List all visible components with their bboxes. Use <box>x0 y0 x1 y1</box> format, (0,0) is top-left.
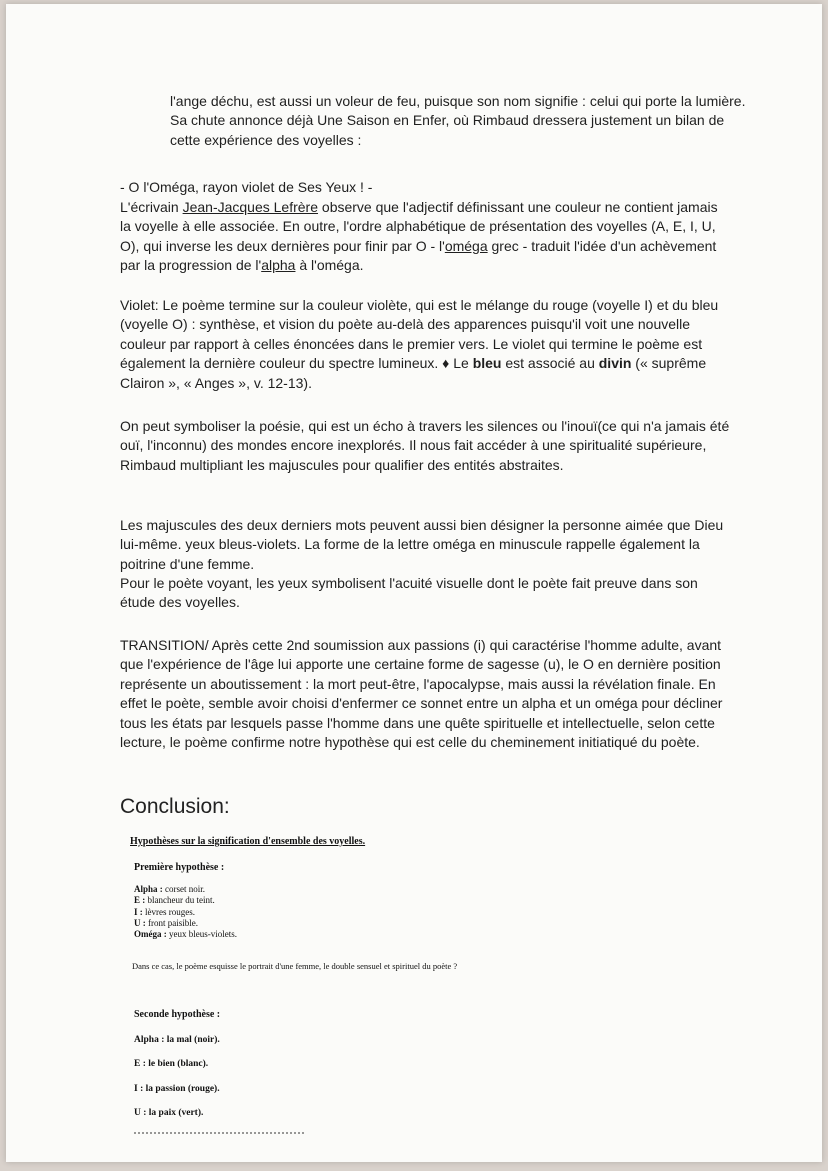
alpha-link: alpha <box>261 257 296 274</box>
item-key: E : <box>134 895 146 906</box>
author-link: Jean-Jacques Lefrère <box>182 199 319 215</box>
list-item <box>134 907 237 918</box>
item-value: blancheur du teint. <box>145 895 215 906</box>
divin-word: divin <box>598 355 632 372</box>
lefrere-text-a: L'écrivain <box>120 199 183 215</box>
violet-text-a: Violet: Le poème termine sur la couleur violète, qui est le mélange du rouge (voyelle I) et du bleu (voyelle O) : synthèse, et vision du poète au-delà des apparences puisqu'il voit une nouvelle couleur par rapport à celles énoncées dans le premier vers. Le violet qui termine le poème est également la dernière couleur du spectre lumineux. ♦ Le <box>120 297 719 372</box>
cut-off-line <box>134 1132 304 1138</box>
intro-paragraph: l'ange déchu, est aussi un voleur de feu, puisque son nom signifie : celui qui porte la lumière. Sa chute annonce déjà Une Saison en Enfer, où Rimbaud dressera justement un bilan de cette expérience des voyelles : <box>170 93 746 148</box>
list-item: U : la paix (vert). <box>134 1108 204 1118</box>
omega-verse: - O l'Oméga, rayon violet de Ses Yeux ! - <box>120 179 373 195</box>
item-value: lèvres rouges. <box>142 906 195 917</box>
item-value: front paisible. <box>145 917 198 928</box>
violet-text-b: est associé au <box>501 355 599 372</box>
poesie-paragraph: On peut symboliser la poésie, qui est un écho à travers les silences ou l'inouï(ce qui n'a jamais été ouï, l'inconnu) des mondes encore inexplorés. Il nous fait accéder à une spiritualité supérieure, Rimbaud multipliant les majuscules pour qualifier des entités abstraites. <box>120 418 730 473</box>
first-hypothesis-label: Première hypothèse : <box>134 862 225 873</box>
list-item <box>134 895 237 906</box>
conclusion-heading: Conclusion: <box>120 795 230 818</box>
violet-paragraph <box>120 296 732 393</box>
list-item: E : le bien (blanc). <box>134 1059 209 1069</box>
first-hypothesis-list <box>134 884 237 940</box>
list-item: I : la passion (rouge). <box>134 1084 220 1094</box>
transition-paragraph: TRANSITION/ Après cette 2nd soumission aux passions (i) qui caractérise l'homme adulte, avant que l'expérience de l'âge lui apporte une certaine forme de sagesse (u), le O en dernière position représente un aboutissement : la mort peut-être, l'apocalypse, mais aussi la révélation finale. En effet le poète, semble avoir choisi d'enfermer ce sonnet entre un alpha et un oméga pour décliner tous les états par lesquels passe l'homme dans une quête spirituelle et intellectuelle, selon cette lecture, le poème confirme notre hypothèse qui est celle du cheminement initiatiqué du poète. <box>120 637 723 751</box>
lefrere-text-b: observe que l'adjectif définissant une couleur ne contient jamais la voyelle à elle associée. En outre, l'ordre alphabétique de présentation des voyelles (A, E, I, U, O), qui inverse les deux dernières pour finir par O - l' <box>120 199 718 254</box>
voyant-paragraph: Pour le poète voyant, les yeux symbolisent l'acuité visuelle dont le poète fait preuve dans son étude des voyelles. <box>120 575 698 611</box>
portrait-question: Dans ce cas, le poème esquisse le portrait d'une femme, le double sensuel et spirituel du poète ? <box>132 961 458 971</box>
item-key: I : <box>134 906 143 917</box>
list-item <box>134 884 237 895</box>
item-key: U : <box>134 917 146 928</box>
majuscules-paragraph: Les majuscules des deux derniers mots peuvent aussi bien désigner la personne aimée que Dieu lui-même. yeux bleus-violets. La forme de la lettre oméga en minuscule rappelle également la poitrine d'une femme. <box>120 517 724 572</box>
bleu-word: bleu <box>472 355 502 372</box>
list-item <box>134 918 237 929</box>
list-item <box>134 929 237 940</box>
list-item: Alpha : la mal (noir). <box>134 1035 220 1045</box>
lefrere-text-c: grec - traduit l'idée d'un achèvement par la progression de l' <box>120 237 717 274</box>
item-value: yeux bleus-violets. <box>166 929 237 940</box>
omega-link: oméga <box>444 237 488 254</box>
item-key: Alpha : <box>134 884 163 894</box>
lefrere-paragraph <box>120 198 732 276</box>
document-page <box>6 4 822 1162</box>
hypotheses-title: Hypothèses sur la signification d'ensemble des voyelles. <box>130 836 366 847</box>
item-key: Oméga : <box>134 929 167 940</box>
item-value: corset noir. <box>162 884 206 894</box>
violet-text-c: (« suprême Clairon », « Anges », v. 12-13). <box>120 355 707 391</box>
lefrere-text-d: à l'oméga. <box>295 257 364 274</box>
second-hypothesis-label: Seconde hypothèse : <box>134 1009 221 1020</box>
